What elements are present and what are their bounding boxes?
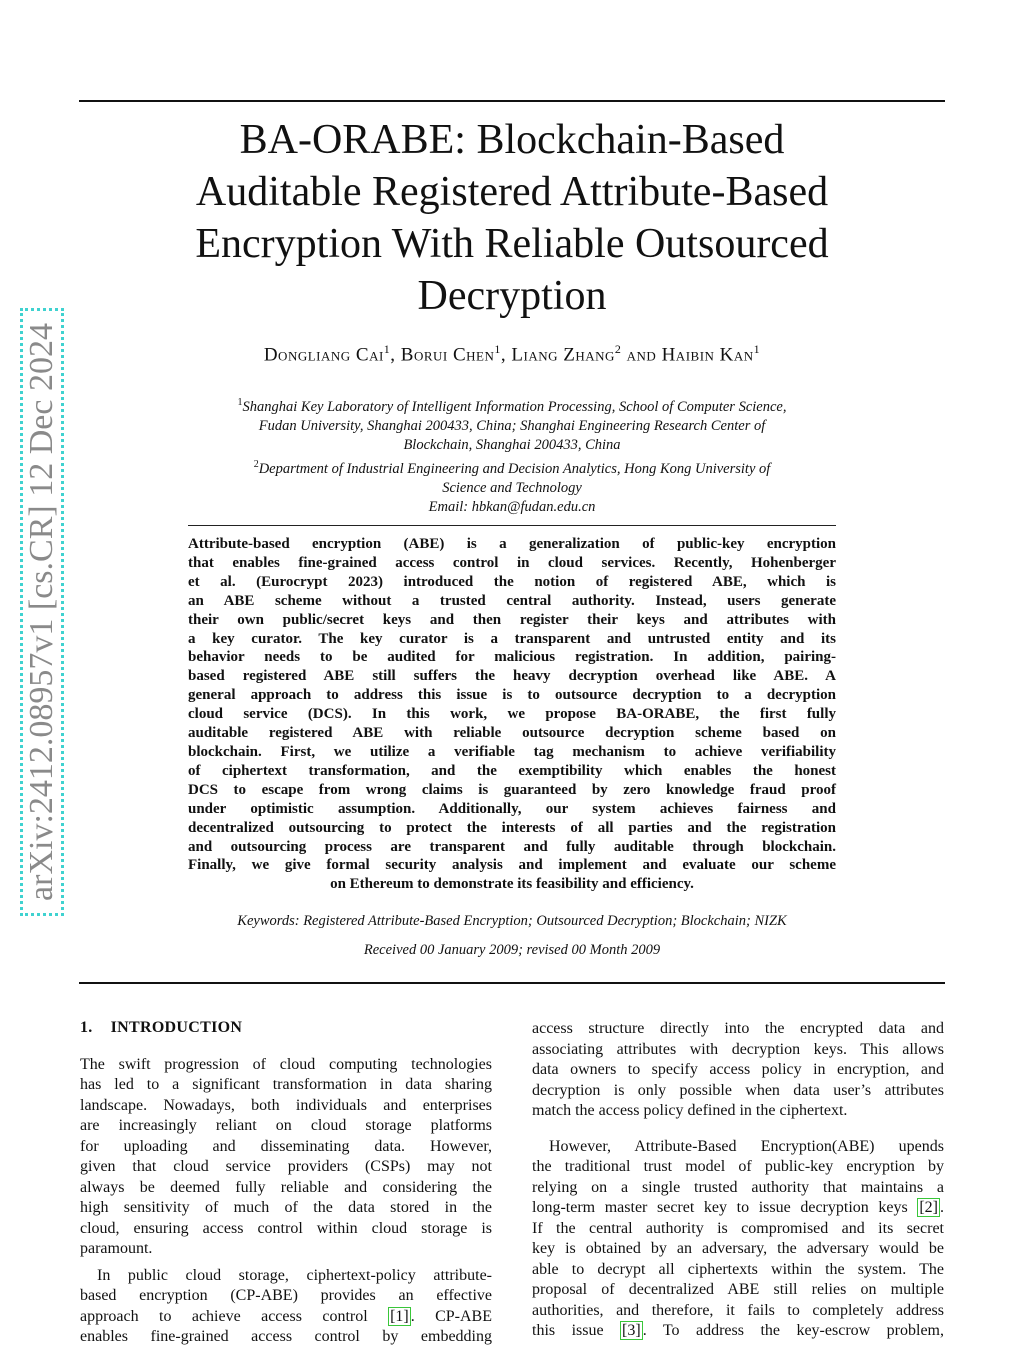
body-line: for uploading and disseminating data. However, bbox=[80, 1137, 492, 1155]
title-line: Encryption With Reliable Outsourced bbox=[195, 221, 829, 267]
abstract-line: that enables fine-grained access control in cloud services. Recently, Hohenberger bbox=[188, 554, 836, 571]
affil-line: Department of Industrial Engineering and Decision Analytics, Hong Kong University of bbox=[258, 460, 771, 477]
author-affil-mark: 2 bbox=[614, 342, 622, 356]
abstract-line: under optimistic assumption. Additionally, our system achieves fairness and bbox=[188, 800, 836, 817]
abstract-line: DCS to escape from wrong claims is guaranteed by zero knowledge fraud proof bbox=[188, 781, 836, 798]
abstract-line: Attribute-based encryption (ABE) is a generalization of public-key encryption bbox=[188, 536, 836, 552]
abstract-line: an ABE scheme without a trusted central authority. Instead, users generate bbox=[188, 592, 836, 609]
abstract-line: on Ethereum to demonstrate its feasibility and efficiency. bbox=[330, 876, 694, 893]
body-line: In public cloud storage, ciphertext-policy attribute- bbox=[97, 1266, 492, 1284]
section-rule bbox=[79, 982, 945, 984]
abstract-line: auditable registered ABE with reliable outsource decryption scheme based on bbox=[188, 725, 836, 742]
body-line: has led to a significant transformation in data sharing bbox=[80, 1076, 492, 1093]
citation-link[interactable]: [1] bbox=[390, 1307, 409, 1325]
author-separator: , bbox=[390, 344, 401, 366]
author-affil-mark: 1 bbox=[753, 342, 761, 356]
body-line: access structure directly into the encrypted data and bbox=[532, 1020, 944, 1037]
email: Email: hbkan@fudan.edu.cn bbox=[428, 498, 596, 515]
author-name: Haibin Kan bbox=[661, 344, 754, 366]
body-line: long-term master secret key to issue decryption keys [2] . bbox=[532, 1199, 944, 1216]
body-line: proposal of decentralized ABE still relies on multiple bbox=[532, 1281, 944, 1298]
body-line: data owners to specify access policy in encryption, and bbox=[532, 1061, 944, 1078]
author-name: Dongliang Cai bbox=[263, 344, 384, 366]
body-line: match the access policy defined in the ciphertext. bbox=[532, 1102, 848, 1119]
received-dates: Received 00 January 2009; revised 00 Month 2009 bbox=[363, 942, 661, 958]
abstract bbox=[188, 535, 836, 894]
abstract-line: a key curator. The key curator is a transparent and untrusted entity and its bbox=[188, 630, 836, 647]
abstract-line: their own public/secret keys and then register their keys and attributes with bbox=[188, 611, 836, 628]
body-line: this issue [3] . To address the key-escrow problem, bbox=[532, 1322, 944, 1339]
author-affil-mark: 1 bbox=[383, 342, 391, 356]
citation-link[interactable]: [2] bbox=[919, 1199, 938, 1216]
affil-line: Shanghai Key Laboratory of Intelligent Information Processing, School of Computer Science, bbox=[242, 398, 787, 415]
abstract-line: Finally, we give formal security analysis and implement and evaluate our scheme bbox=[188, 857, 836, 874]
affiliations bbox=[170, 393, 854, 517]
section-number: 1. bbox=[80, 1019, 93, 1036]
affil-mark: 1 bbox=[237, 397, 243, 408]
body-line: are increasingly reliant on cloud storage platforms bbox=[80, 1117, 492, 1134]
body-line: key is obtained by an adversary, the adversary would be bbox=[532, 1240, 944, 1257]
body-line: high sensitivity of much of the data stored in the bbox=[80, 1199, 492, 1216]
body-line: cloud, ensuring access control within cloud storage is bbox=[80, 1219, 492, 1237]
abstract-line: blockchain. First, we utilize a verifiable tag mechanism to achieve verifiability bbox=[188, 743, 836, 760]
body-line: associating attributes with decryption keys. This allows bbox=[532, 1040, 944, 1058]
body-line: The swift progression of cloud computing technologies bbox=[80, 1055, 492, 1073]
title-line: Auditable Registered Attribute-Based bbox=[195, 169, 829, 215]
body-line: the traditional trust model of public-key encryption by bbox=[532, 1158, 944, 1175]
author-list bbox=[120, 342, 904, 366]
left-column bbox=[80, 1018, 492, 1348]
keywords: Keywords: Registered Attribute-Based Encryption; Outsourced Decryption; Blockchain; NIZK bbox=[237, 913, 787, 929]
top-rule bbox=[79, 100, 945, 102]
author-conjunction: and bbox=[621, 344, 662, 366]
abstract-line: general approach to address this issue is to outsource decryption to a decryption bbox=[188, 687, 836, 704]
body-line: always be deemed fully reliable and considering the bbox=[80, 1178, 492, 1196]
author-affil-mark: 1 bbox=[494, 342, 501, 356]
body-line: given that cloud service providers (CSPs) may not bbox=[80, 1158, 492, 1175]
body-line: approach to achieve access control [1] . CP-ABE bbox=[80, 1307, 493, 1325]
body-line: landscape. Nowadays, both individuals and enterprises bbox=[80, 1096, 492, 1114]
abstract-line: decentralized outsourcing to protect the interests of all parties and the registration bbox=[188, 819, 836, 836]
author-separator: , bbox=[500, 344, 512, 366]
right-column bbox=[532, 1019, 944, 1342]
abstract-rule bbox=[188, 525, 836, 526]
section-title: INTRODUCTION bbox=[110, 1019, 243, 1036]
abstract-line: cloud service (DCS). In this work, we propose BA-ORABE, the first fully bbox=[188, 706, 836, 723]
paper-title bbox=[160, 114, 864, 322]
abstract-line: behavior needs to be audited for malicious registration. In addition, pairing- bbox=[188, 649, 836, 666]
citation-link[interactable]: [3] bbox=[622, 1322, 641, 1339]
affil-mark: 2 bbox=[253, 458, 259, 470]
body-line: based encryption (CP-ABE) provides an effective bbox=[80, 1287, 492, 1304]
abstract-line: of ciphertext transformation, and the exemptibility which enables the honest bbox=[188, 762, 836, 779]
abstract-line: based registered ABE still suffers the heavy decryption overhead like ABE. A bbox=[188, 668, 836, 685]
affil-line: Science and Technology bbox=[442, 479, 582, 496]
abstract-line: and outsourcing process are transparent and fully auditable through blockchain. bbox=[188, 838, 836, 855]
body-line: If the central authority is compromised and its secret bbox=[532, 1219, 944, 1237]
title-line: Decryption bbox=[417, 273, 607, 319]
body-line: authorities, and therefore, it fails to completely address bbox=[532, 1301, 944, 1319]
body-line: enables fine-grained access control by embedding bbox=[80, 1328, 492, 1345]
body-line: able to decrypt all ciphertexts within the system. The bbox=[532, 1260, 944, 1278]
body-line: decryption is only possible when data user’s attributes bbox=[532, 1081, 944, 1099]
author-name: Liang Zhang bbox=[511, 344, 615, 366]
title-line: BA-ORABE: Blockchain-Based bbox=[239, 117, 785, 163]
section-heading bbox=[80, 1018, 492, 1039]
body-line: relying on a single trusted authority that maintains a bbox=[532, 1178, 944, 1196]
affil-line: Blockchain, Shanghai 200433, China bbox=[403, 436, 621, 453]
arxiv-stamp[interactable]: arXiv:2412.08957v1 [cs.CR] 12 Dec 2024 bbox=[23, 323, 60, 901]
body-line: paramount. bbox=[80, 1240, 153, 1257]
abstract-line: et al. (Eurocrypt 2023) introduced the notion of registered ABE, which is bbox=[188, 573, 836, 590]
author-name: Borui Chen bbox=[400, 344, 495, 366]
affil-line: Fudan University, Shanghai 200433, China; Shanghai Engineering Research Center of bbox=[258, 417, 766, 434]
body-line: However, Attribute-Based Encryption(ABE) upends bbox=[549, 1137, 944, 1155]
